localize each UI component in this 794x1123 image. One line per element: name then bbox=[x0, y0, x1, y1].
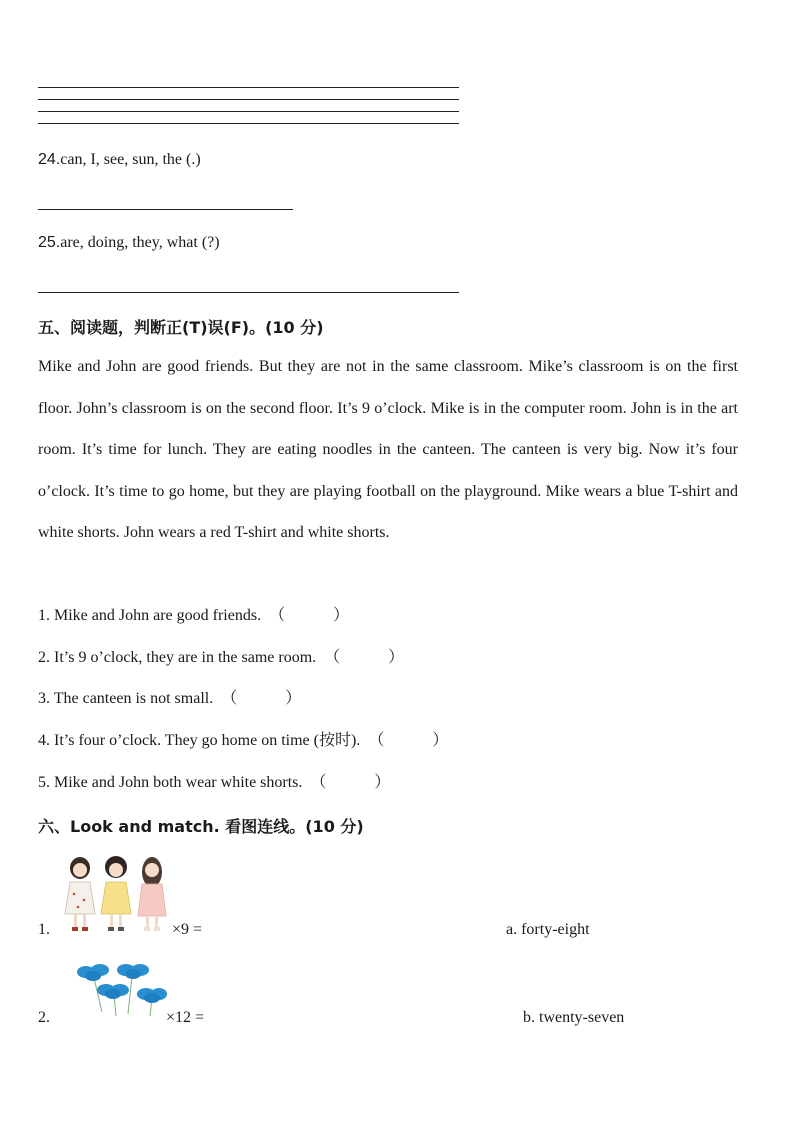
flower-icon bbox=[97, 984, 129, 999]
match-answer[interactable]: b. twenty-seven bbox=[523, 1009, 625, 1026]
writing-line bbox=[38, 111, 459, 112]
flower-icon bbox=[137, 988, 167, 1003]
match-label: 2. bbox=[38, 1009, 50, 1026]
question-25 bbox=[38, 233, 220, 253]
answer-blank[interactable]: （ ） bbox=[310, 774, 391, 791]
match-answer[interactable]: a. forty-eight bbox=[506, 921, 590, 938]
girl-icon bbox=[65, 857, 95, 931]
multiplier: ×12 = bbox=[166, 1009, 205, 1026]
reading-passage: Mike and John are good friends. But they are not in the same classroom. Mike’s classroom is on the first floor. John’s classroom is on the second floor. It’s 9 o’clock. Mike is in the computer room. John is in the art room. It’s time for lunch. They are eating noodles in the canteen. The canteen is very big. Now it’s four o’clock. It’s time to go home, but they are playing football on the playground. Mike wears a blue T-shirt and white shorts. John wears a red T-shirt and white shorts. bbox=[38, 358, 738, 542]
section-heading: 五、阅读题，判断正(T)误(F)。(10 分) bbox=[38, 318, 324, 337]
item-text: 3. The canteen is not small. bbox=[38, 690, 214, 707]
three-girls-illustration bbox=[62, 852, 172, 936]
girl-icon bbox=[138, 857, 166, 931]
answer-blank[interactable]: （ ） bbox=[324, 649, 405, 666]
item-text: 2. It’s 9 o’clock, they are in the same room. bbox=[38, 649, 317, 666]
flower-icon bbox=[117, 964, 149, 979]
flower-icon bbox=[77, 964, 109, 981]
judgement-item bbox=[38, 731, 448, 751]
question-prompt: are, doing, they, what (?) bbox=[60, 234, 220, 251]
judgement-item bbox=[38, 689, 301, 709]
item-text: 4. It’s four o’clock. They go home on time (按时). bbox=[38, 732, 361, 749]
item-text: 5. Mike and John both wear white shorts. bbox=[38, 774, 303, 791]
answer-blank[interactable]: （ ） bbox=[368, 732, 449, 749]
writing-line bbox=[38, 99, 459, 100]
question-number: 24. bbox=[38, 151, 61, 168]
judgement-item bbox=[38, 648, 404, 668]
judgement-item bbox=[38, 773, 390, 793]
answer-line[interactable] bbox=[38, 209, 293, 210]
question-prompt: can, I, see, sun, the (.) bbox=[60, 151, 201, 168]
match-label: 1. bbox=[38, 921, 50, 938]
question-24 bbox=[38, 150, 201, 170]
writing-line bbox=[38, 87, 459, 88]
girl-icon bbox=[101, 856, 131, 931]
answer-blank[interactable]: （ ） bbox=[221, 690, 302, 707]
writing-line bbox=[38, 123, 459, 124]
answer-line[interactable] bbox=[38, 292, 459, 293]
multiplier: ×9 = bbox=[172, 921, 203, 938]
item-text: 1. Mike and John are good friends. bbox=[38, 607, 262, 624]
blue-flowers-illustration bbox=[72, 960, 168, 1018]
answer-blank[interactable]: （ ） bbox=[269, 607, 350, 624]
section-heading: 六、Look and match. 看图连线。(10 分) bbox=[38, 817, 364, 836]
question-number: 25. bbox=[38, 234, 61, 251]
judgement-item bbox=[38, 606, 349, 626]
